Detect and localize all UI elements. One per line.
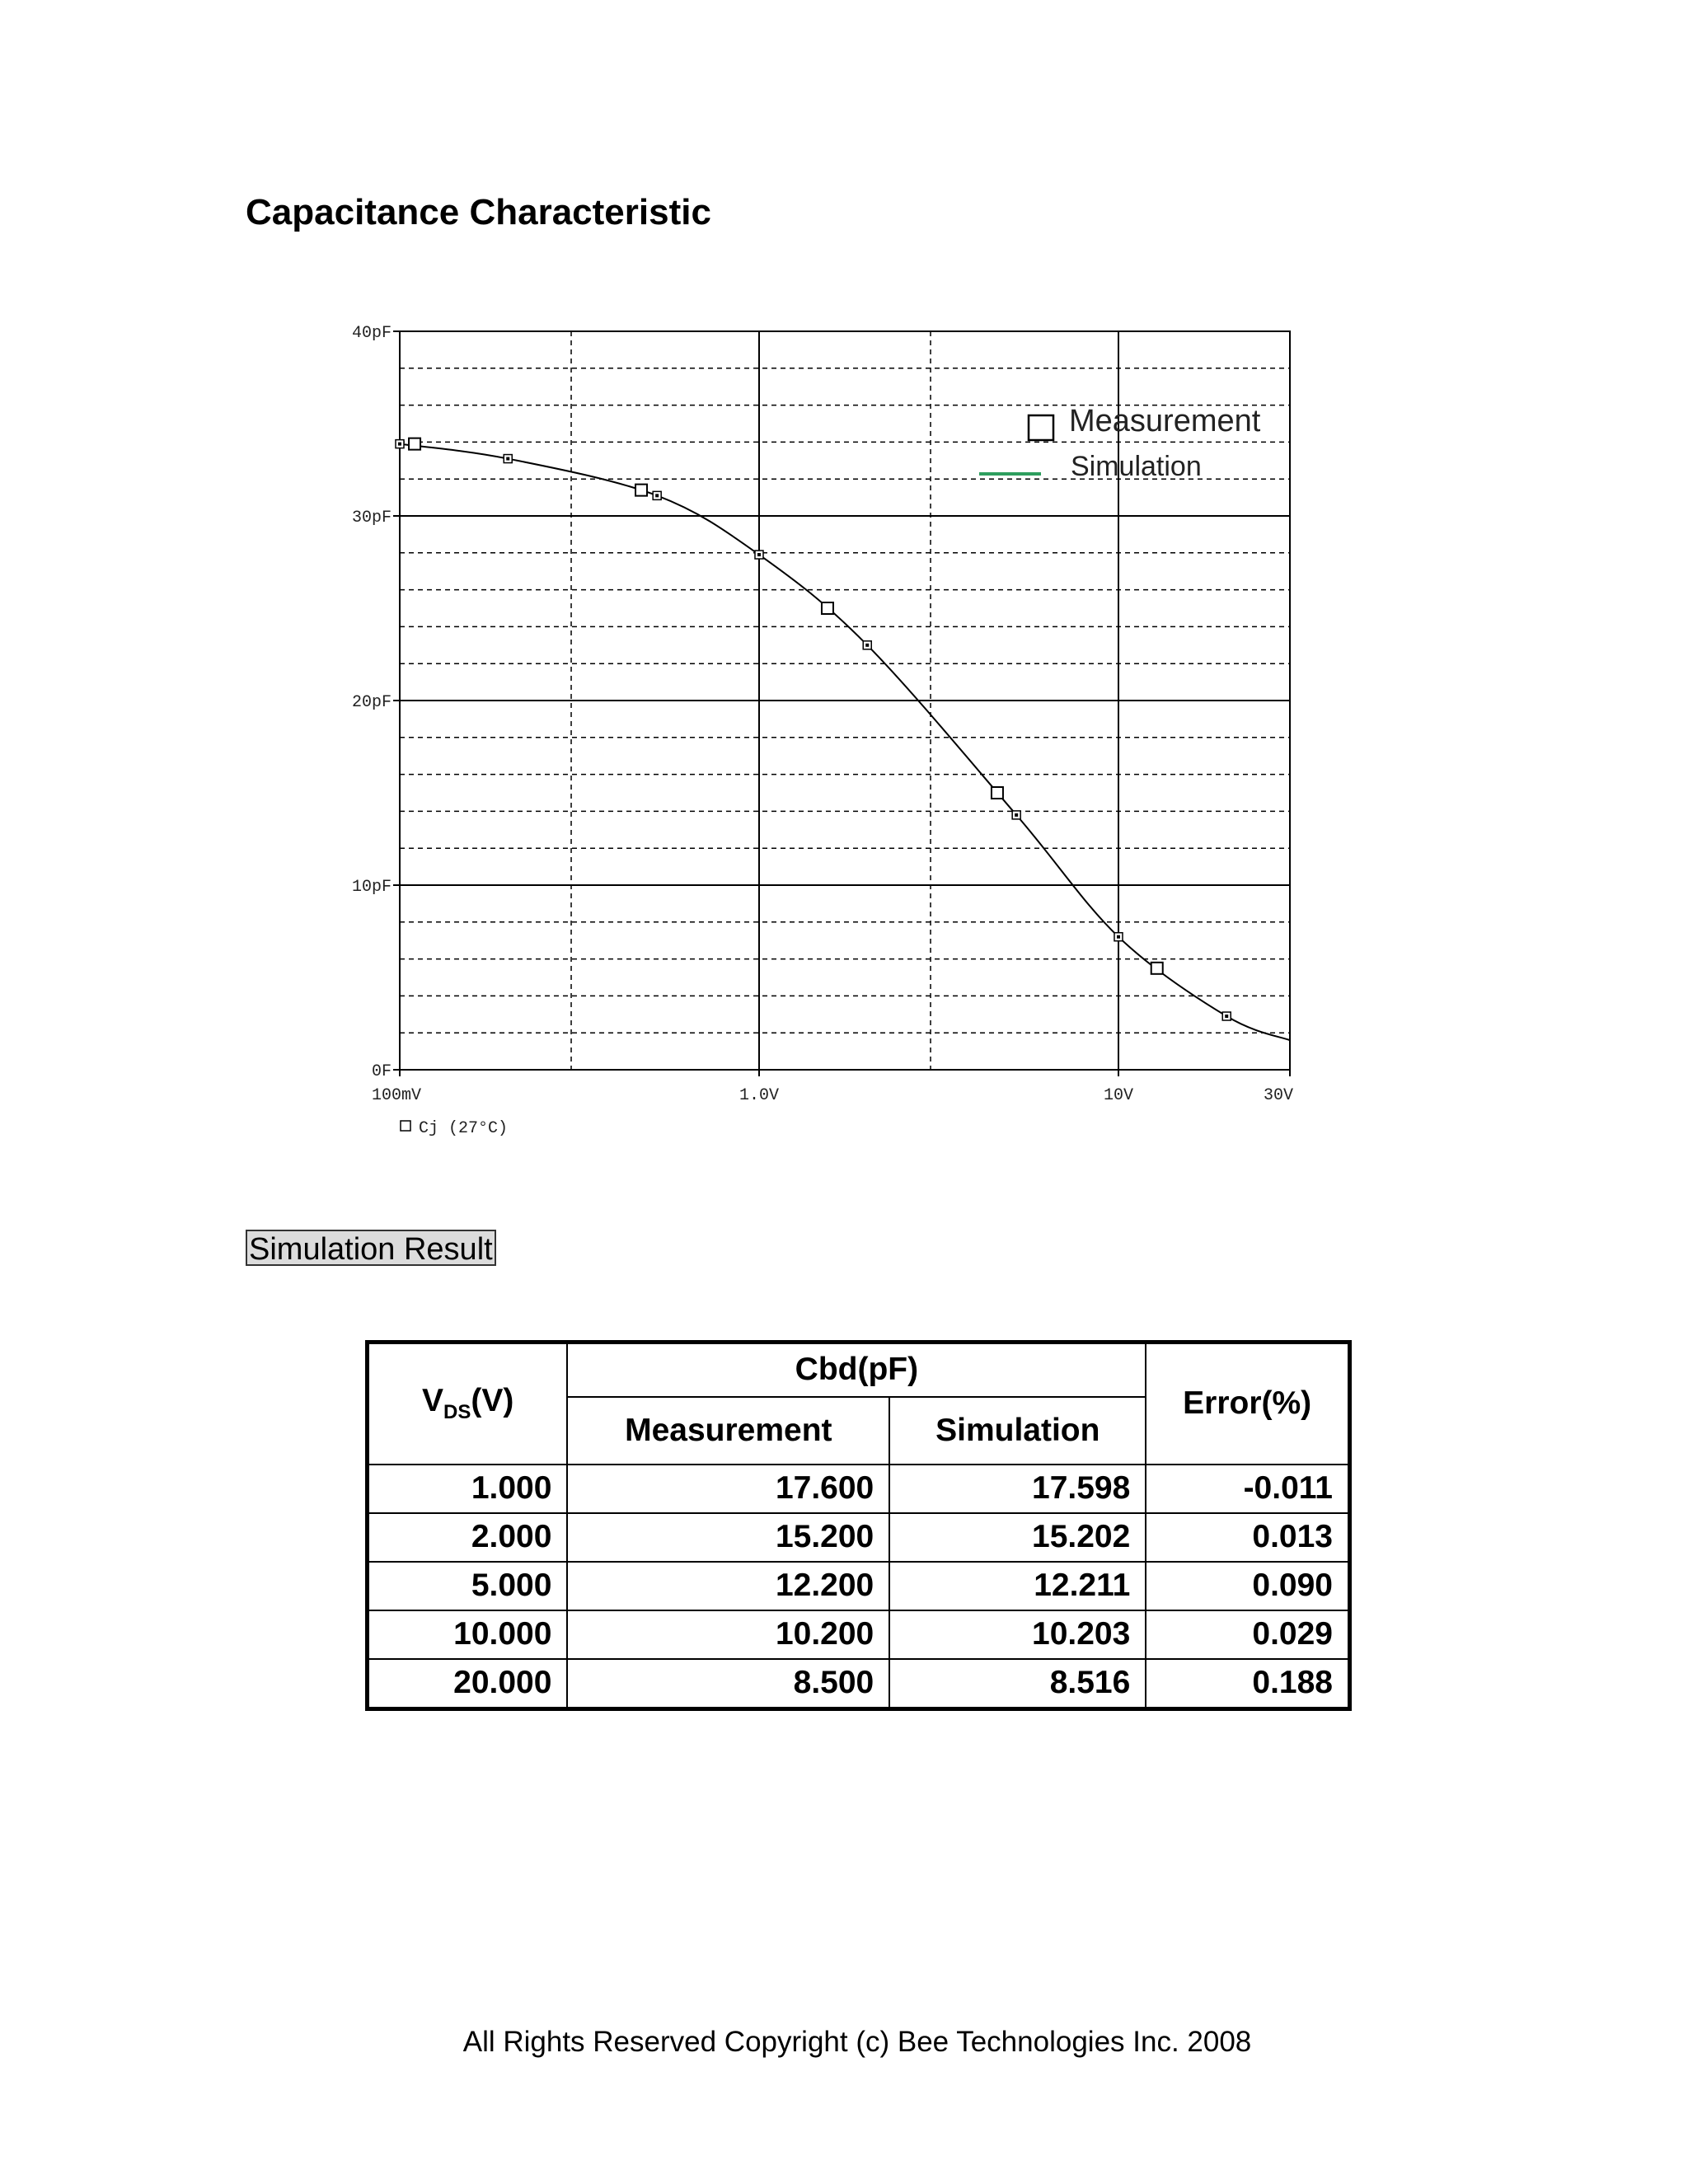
copyright-footer: All Rights Reserved Copyright (c) Bee Technologies Inc. 2008 <box>462 2026 1252 2058</box>
measurement-cell: 10.200 <box>567 1610 889 1659</box>
chart-markers <box>396 438 1231 1020</box>
x-tick-label: 30V <box>1263 1086 1293 1105</box>
simulation-cell: 8.516 <box>889 1659 1146 1709</box>
y-tick-label: 20pF <box>351 693 392 712</box>
chart-ticks <box>352 324 1293 1105</box>
measurement-cell: 8.500 <box>567 1659 889 1709</box>
chart-grid <box>400 331 1290 1070</box>
simulation-point-dot <box>398 443 401 446</box>
simulation-point-dot <box>1225 1015 1228 1018</box>
trace-marker <box>401 1121 410 1131</box>
vds-header-sub: DS <box>443 1401 471 1424</box>
legend-measurement-label: Measurement <box>1069 404 1261 438</box>
measurement-point <box>409 438 420 450</box>
trace-label-text: Cj (27°C) <box>419 1119 509 1138</box>
simulation-point-dot <box>1117 935 1120 939</box>
simulation-point-dot <box>865 644 869 647</box>
vds-cell: 10.000 <box>368 1610 568 1659</box>
y-tick-label: 0F <box>371 1062 392 1081</box>
x-tick-label: 10V <box>1103 1086 1133 1105</box>
table-row <box>368 1610 1350 1659</box>
measurement-point <box>822 602 833 614</box>
vds-cell: 1.000 <box>368 1465 568 1513</box>
vds-header-unit: (V) <box>471 1383 514 1419</box>
vds-cell: 2.000 <box>368 1513 568 1562</box>
measurement-header: Measurement <box>567 1397 889 1465</box>
page-title: Capacitance Characteristic <box>246 192 711 232</box>
table-row <box>368 1465 1350 1513</box>
simulation-curve <box>400 444 1290 1041</box>
vds-cell: 20.000 <box>368 1659 568 1709</box>
error-cell: 0.188 <box>1146 1659 1349 1709</box>
trace-label <box>401 1119 508 1138</box>
simulation-result-label: Simulation Result <box>246 1230 496 1266</box>
x-tick-label: 100mV <box>372 1086 422 1105</box>
measurement-point <box>992 787 1003 799</box>
simulation-point-dot <box>506 457 509 461</box>
vds-header-main: V <box>422 1383 444 1419</box>
y-tick-label: 30pF <box>351 509 392 527</box>
simulation-cell: 12.211 <box>889 1562 1146 1610</box>
chart-legend <box>979 404 1261 482</box>
table-row <box>368 1562 1350 1610</box>
results-table <box>365 1340 1352 1711</box>
cbd-group-header: Cbd(pF) <box>567 1343 1146 1397</box>
measurement-cell: 12.200 <box>567 1562 889 1610</box>
x-tick-label: 1.0V <box>738 1086 779 1105</box>
vds-header <box>368 1343 568 1465</box>
simulation-point-dot <box>1015 813 1018 817</box>
measurement-cell: 17.600 <box>567 1465 889 1513</box>
error-cell: 0.029 <box>1146 1610 1349 1659</box>
simulation-point-dot <box>757 553 761 556</box>
vds-cell: 5.000 <box>368 1562 568 1610</box>
simulation-cell: 10.203 <box>889 1610 1146 1659</box>
measurement-point <box>635 485 647 496</box>
measurement-cell: 15.200 <box>567 1513 889 1562</box>
error-cell: -0.011 <box>1146 1465 1349 1513</box>
error-header: Error(%) <box>1146 1343 1349 1465</box>
y-tick-label: 40pF <box>351 324 392 343</box>
simulation-cell: 15.202 <box>889 1513 1146 1562</box>
legend-measurement-marker <box>1029 415 1053 440</box>
simulation-cell: 17.598 <box>889 1465 1146 1513</box>
simulation-header: Simulation <box>889 1397 1146 1465</box>
error-cell: 0.013 <box>1146 1513 1349 1562</box>
y-tick-label: 10pF <box>351 878 392 897</box>
table-row <box>368 1513 1350 1562</box>
simulation-point-dot <box>655 494 659 497</box>
legend-simulation-label: Simulation <box>1071 451 1202 482</box>
table-row <box>368 1659 1350 1709</box>
error-cell: 0.090 <box>1146 1562 1349 1610</box>
measurement-point <box>1151 963 1163 974</box>
